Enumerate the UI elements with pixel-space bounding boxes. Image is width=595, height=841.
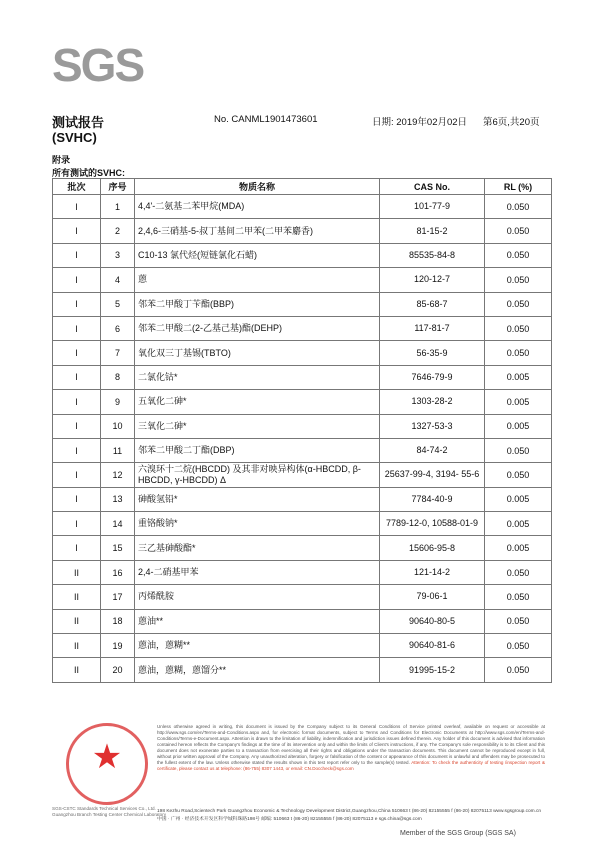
substance-cell: 4,4'-二氨基二苯甲烷(MDA): [135, 195, 380, 219]
rl-cell: 0.050: [485, 609, 552, 633]
number-cell: 6: [101, 316, 135, 340]
rl-cell: 0.050: [485, 243, 552, 267]
number-cell: 17: [101, 585, 135, 609]
cas-cell: 120-12-7: [380, 268, 485, 292]
number-cell: 12: [101, 463, 135, 487]
table-row: [53, 243, 552, 267]
batch-cell: I: [53, 390, 101, 414]
batch-cell: I: [53, 463, 101, 487]
rl-cell: 0.005: [485, 512, 552, 536]
substance-cell: 邻苯二甲酸二(2-乙基己基)酯(DEHP): [135, 316, 380, 340]
cas-cell: 90640-81-6: [380, 634, 485, 658]
substance-cell: 六溴环十二烷(HBCDD) 及其非对映异构体(α-HBCDD, β-HBCDD, γ-HBCDD) Δ: [135, 463, 380, 487]
number-cell: 11: [101, 438, 135, 462]
batch-cell: I: [53, 512, 101, 536]
svhc-table: [52, 178, 552, 683]
batch-cell: I: [53, 316, 101, 340]
substance-cell: 蒽油，蒽糊，蒽馏分**: [135, 658, 380, 682]
batch-cell: I: [53, 195, 101, 219]
header-no: 序号: [101, 179, 135, 195]
rl-cell: 0.050: [485, 463, 552, 487]
substance-cell: 2,4-二硝基甲苯: [135, 560, 380, 584]
substance-cell: 邻苯二甲酸丁苄酯(BBP): [135, 292, 380, 316]
table-row: [53, 438, 552, 462]
number-cell: 14: [101, 512, 135, 536]
batch-cell: II: [53, 560, 101, 584]
number-cell: 4: [101, 268, 135, 292]
number-cell: 9: [101, 390, 135, 414]
table-header-row: [53, 179, 552, 195]
terms-body: Unless otherwise agreed in writing, this document is issued by the Company subject to its General Conditions of Service printed overleaf, available on request or accessible at http://www.sgs.com/en/Terms-and-Conditions.aspx and, for electronic format documents, subject to Terms and Conditions for Electronic Documents at http://www.sgs.com/en/Terms-and-Conditions/Terms-e-Document.aspx. Attention is drawn to the limitation of liability, indemnification and jurisdiction issues defined therein. Any holder of this document is advised that information contained hereon reflects the Company's findings at the time of its intervention only and within the limits of Client's instructions, if any. The Company's sole responsibility is to its Client and this document does not exonerate parties to a transaction from exercising all their rights and obligations under the transaction documents. This document cannot be reproduced except in full, without prior written approval of the Company. Any unauthorized alteration, forgery or falsification of the content or appearance of this document is unlawful and offenders may be prosecuted to the fullest extent of the law. Unless otherwise stated the results shown in this test report refer only to the sample(s) tested.: [157, 724, 545, 765]
batch-cell: I: [53, 268, 101, 292]
table-row: [53, 560, 552, 584]
number-cell: 20: [101, 658, 135, 682]
rl-cell: 0.050: [485, 268, 552, 292]
cas-cell: 101-77-9: [380, 195, 485, 219]
table-row: [53, 341, 552, 365]
number-cell: 13: [101, 487, 135, 511]
cas-cell: 121-14-2: [380, 560, 485, 584]
report-subtitle: (SVHC): [52, 130, 97, 145]
cas-cell: 85535-84-8: [380, 243, 485, 267]
cas-cell: 90640-80-5: [380, 609, 485, 633]
cas-cell: 7789-12-0, 10588-01-9: [380, 512, 485, 536]
number-cell: 7: [101, 341, 135, 365]
substance-cell: 蒽油，蒽糊**: [135, 634, 380, 658]
member-note: Member of the SGS Group (SGS SA): [400, 830, 516, 837]
batch-cell: I: [53, 536, 101, 560]
table-row: [53, 658, 552, 682]
svhc-list-label: 所有测试的SVHC:: [52, 168, 126, 178]
table-row: [53, 463, 552, 487]
header-substance: 物质名称: [135, 179, 380, 195]
cas-cell: 15606-95-8: [380, 536, 485, 560]
batch-cell: I: [53, 487, 101, 511]
number-cell: 15: [101, 536, 135, 560]
substance-cell: 氧化双三丁基锡(TBTO): [135, 341, 380, 365]
batch-cell: II: [53, 658, 101, 682]
rl-cell: 0.050: [485, 219, 552, 243]
batch-cell: I: [53, 414, 101, 438]
number-cell: 10: [101, 414, 135, 438]
table-row: [53, 365, 552, 389]
substance-cell: 邻苯二甲酸二丁酯(DBP): [135, 438, 380, 462]
substance-cell: 二氯化钴*: [135, 365, 380, 389]
rl-cell: 0.005: [485, 390, 552, 414]
batch-cell: I: [53, 219, 101, 243]
cas-cell: 1303-28-2: [380, 390, 485, 414]
batch-cell: I: [53, 341, 101, 365]
number-cell: 19: [101, 634, 135, 658]
rl-cell: 0.050: [485, 316, 552, 340]
sgs-logo: SGS: [52, 39, 144, 91]
batch-cell: I: [53, 243, 101, 267]
page-indicator: 第6页,共20页: [483, 117, 540, 128]
rl-cell: 0.050: [485, 585, 552, 609]
report-title: 测试报告: [52, 115, 105, 130]
cas-cell: 79-06-1: [380, 585, 485, 609]
appendix-label: 附录: [52, 155, 71, 165]
rl-cell: 0.005: [485, 487, 552, 511]
table-row: [53, 195, 552, 219]
substance-cell: 蒽油**: [135, 609, 380, 633]
rl-cell: 0.050: [485, 634, 552, 658]
company-address: [157, 808, 545, 824]
number-cell: 1: [101, 195, 135, 219]
rl-cell: 0.050: [485, 560, 552, 584]
substance-cell: 重铬酸钠*: [135, 512, 380, 536]
rl-cell: 0.005: [485, 365, 552, 389]
address-cn: 中国 · 广州 · 经济技术开发区科学城科珠路198号 邮编: 510663 t (86-20) 82155555 f (86-20) 82075113 e sgs.china@sgs.com: [157, 817, 422, 822]
substance-cell: 砷酸氢铅*: [135, 487, 380, 511]
rl-cell: 0.005: [485, 414, 552, 438]
authenticity-notice: Attention: To check the authenticity of testing /inspection report & certificate, please contact us at telephone: (86-755) 8307 1443, or email: CN.Doccheck@sgs.com: [157, 760, 545, 771]
table-row: [53, 585, 552, 609]
number-cell: 16: [101, 560, 135, 584]
number-cell: 3: [101, 243, 135, 267]
cas-cell: 117-81-7: [380, 316, 485, 340]
substance-cell: 三乙基砷酸酯*: [135, 536, 380, 560]
report-date: 日期: 2019年02月02日: [372, 117, 468, 128]
substance-cell: C10-13 氯代烃(短链氯化石蜡): [135, 243, 380, 267]
table-row: [53, 316, 552, 340]
number-cell: 5: [101, 292, 135, 316]
header-rl: RL (%): [485, 179, 552, 195]
table-row: [53, 292, 552, 316]
star-icon: ★: [91, 738, 123, 776]
cas-cell: 25637-99-4, 3194- 55-6: [380, 463, 485, 487]
batch-cell: II: [53, 609, 101, 633]
header-cas: CAS No.: [380, 179, 485, 195]
table-row: [53, 414, 552, 438]
number-cell: 2: [101, 219, 135, 243]
number-cell: 8: [101, 365, 135, 389]
cas-cell: 84-74-2: [380, 438, 485, 462]
cas-cell: 7646-79-9: [380, 365, 485, 389]
table-row: [53, 390, 552, 414]
cas-cell: 56-35-9: [380, 341, 485, 365]
substance-cell: 丙烯酰胺: [135, 585, 380, 609]
rl-cell: 0.050: [485, 292, 552, 316]
cas-cell: 7784-40-9: [380, 487, 485, 511]
inspection-seal: [66, 723, 148, 805]
rl-cell: 0.050: [485, 195, 552, 219]
cas-cell: 91995-15-2: [380, 658, 485, 682]
substance-cell: 蒽: [135, 268, 380, 292]
rl-cell: 0.005: [485, 536, 552, 560]
table-row: [53, 634, 552, 658]
cas-cell: 1327-53-3: [380, 414, 485, 438]
rl-cell: 0.050: [485, 341, 552, 365]
table-row: [53, 609, 552, 633]
table-row: [53, 536, 552, 560]
substance-cell: 三氧化二砷*: [135, 414, 380, 438]
address-en: 198 Kezhu Road,Scientech Park Guangzhou Economic & Technology Development District,Guangzhou,China 510663 t (86-20) 82155555 f (86-20) 82075113 www.sgsgroup.com.cn: [157, 809, 542, 814]
batch-cell: I: [53, 365, 101, 389]
table-row: [53, 512, 552, 536]
report-number: No. CANML1901473601: [214, 114, 318, 125]
table-row: [53, 219, 552, 243]
substance-cell: 2,4,6-三硝基-5-叔丁基间二甲苯(二甲苯麝香): [135, 219, 380, 243]
cas-cell: 81-15-2: [380, 219, 485, 243]
terms-text: [157, 724, 545, 772]
table-row: [53, 268, 552, 292]
batch-cell: II: [53, 585, 101, 609]
batch-cell: I: [53, 292, 101, 316]
table-row: [53, 487, 552, 511]
number-cell: 18: [101, 609, 135, 633]
substance-cell: 五氧化二砷*: [135, 390, 380, 414]
seal-caption: SGS-CSTC Standards Technical Services Co., Ltd. Guangzhou Branch Testing Center Chemical Laboratory: [52, 806, 167, 817]
batch-cell: II: [53, 634, 101, 658]
batch-cell: I: [53, 438, 101, 462]
cas-cell: 85-68-7: [380, 292, 485, 316]
rl-cell: 0.050: [485, 438, 552, 462]
header-batch: 批次: [53, 179, 101, 195]
rl-cell: 0.050: [485, 658, 552, 682]
